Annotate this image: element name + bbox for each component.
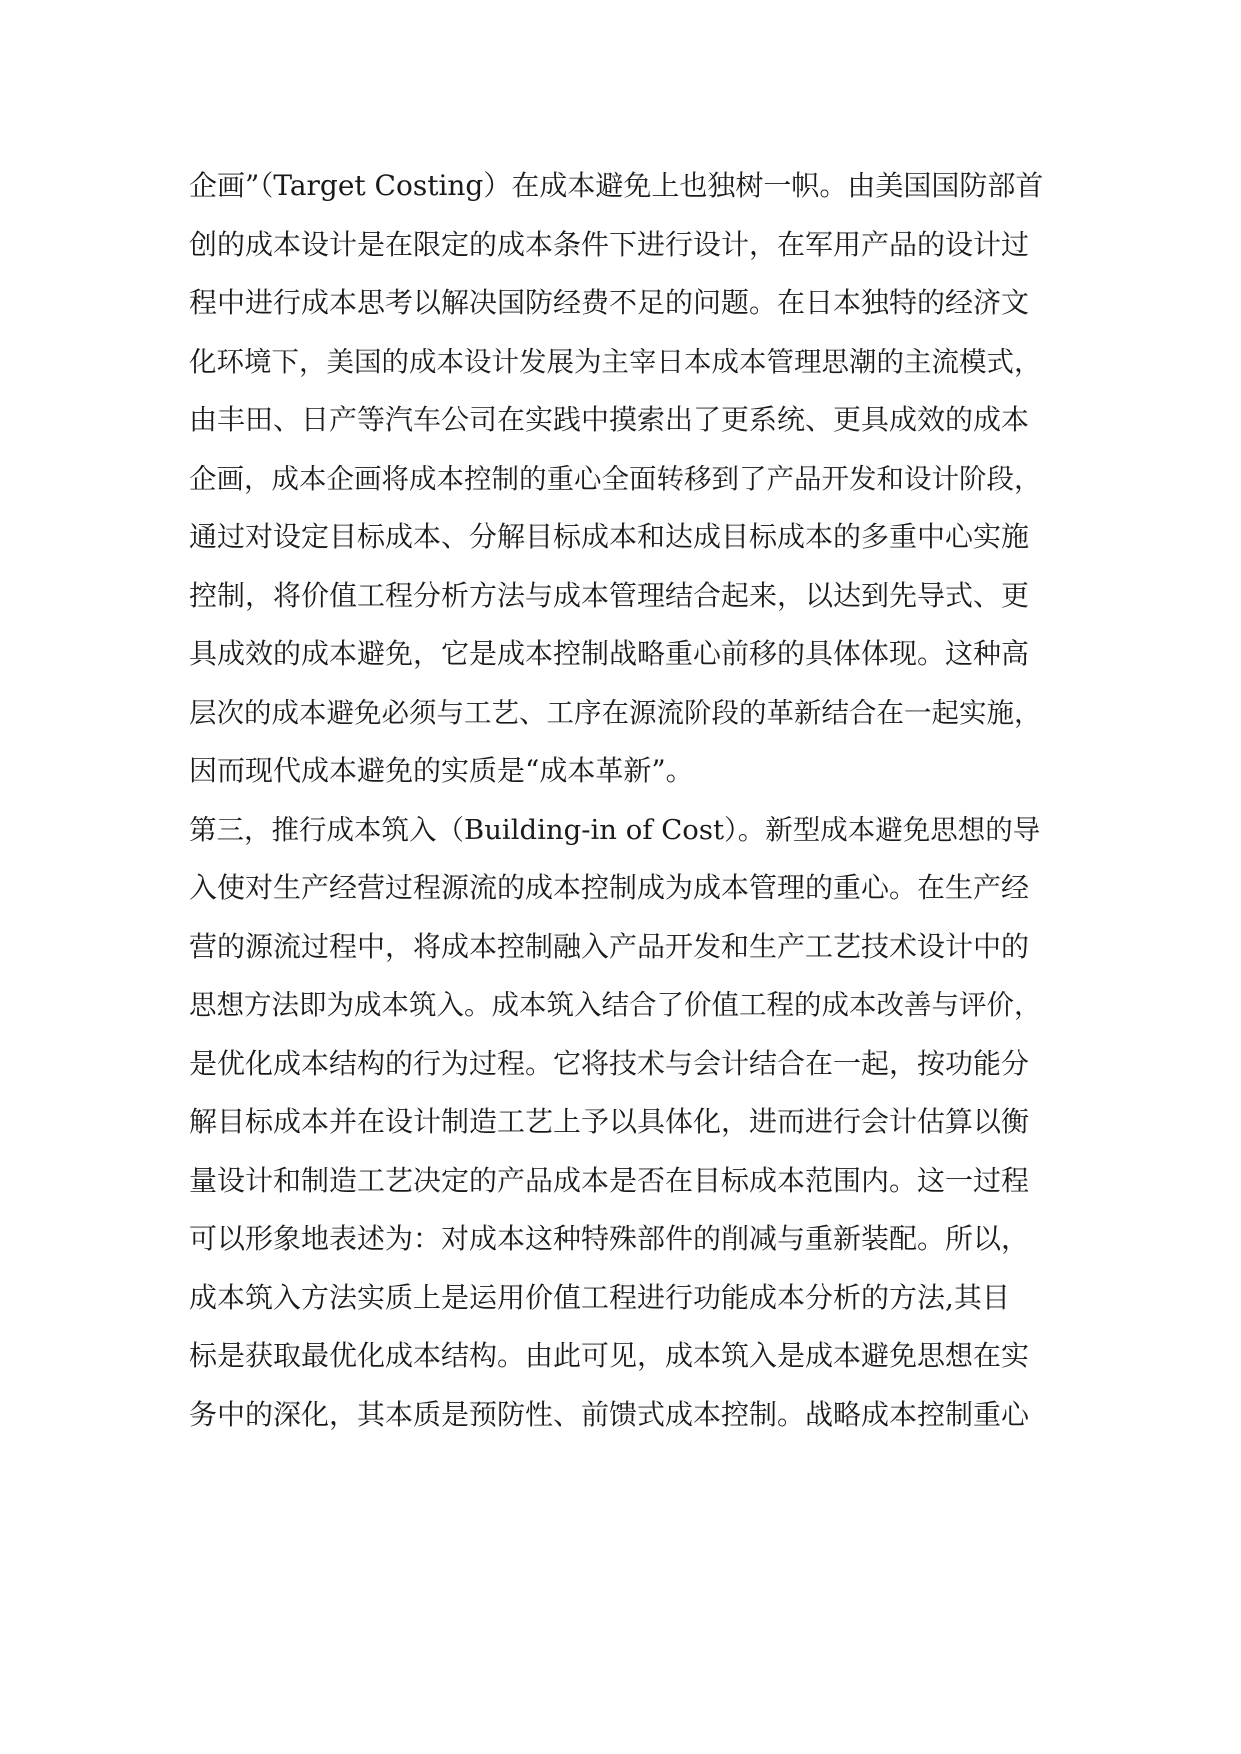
text-line	[189, 1269, 1049, 1328]
text-line	[189, 1035, 1049, 1094]
text-line	[189, 216, 1049, 275]
line-text: 化环境下，美国的成本设计发展为主宰日本成本管理思潮的主流模式，	[189, 345, 1042, 378]
line-text: 思想方法即为成本筑入。成本筑入结合了价值工程的成本改善与评价，	[189, 989, 1042, 1021]
line-text: 可以形象地表述为：对成本这种特殊部件的削减与重新装配。所以，	[189, 1222, 1030, 1255]
text-line	[189, 1327, 1049, 1386]
text-line	[189, 1152, 1049, 1211]
paragraph-target-costing	[189, 157, 1049, 801]
text-line	[189, 274, 1049, 333]
line-text: 第三，推行成本筑入（Building-in of Cost）。新型成本避免思想的导	[189, 813, 1041, 846]
line-text: 控制，将价值工程分析方法与成本管理结合起来，以达到先导式、更	[189, 578, 1030, 612]
line-text: 标是获取最优化成本结构。由此可见，成本筑入是成本避免思想在实	[189, 1339, 1030, 1372]
text-line	[189, 625, 1049, 684]
line-text: 因而现代成本避免的实质是“成本革新”。	[189, 754, 694, 787]
text-line	[189, 801, 1049, 860]
line-text: 量设计和制造工艺决定的产品成本是否在目标成本范围内。这一过程	[189, 1163, 1030, 1197]
text-line	[189, 333, 1049, 392]
text-line	[189, 859, 1049, 918]
line-text: 成本筑入方法实质上是运用价值工程进行功能成本分析的方法,其目	[189, 1280, 1010, 1314]
line-text: 是优化成本结构的行为过程。它将技术与会计结合在一起，按功能分	[189, 1046, 1030, 1080]
line-text: 务中的深化，其本质是预防性、前馈式成本控制。战略成本控制重心	[189, 1397, 1030, 1431]
text-line	[189, 742, 1049, 801]
paragraph-building-in-cost	[189, 801, 1049, 1445]
line-text: 层次的成本避免必须与工艺、工序在源流阶段的革新结合在一起实施，	[189, 696, 1042, 729]
text-line	[189, 391, 1049, 450]
line-text: 创的成本设计是在限定的成本条件下进行设计，在军用产品的设计过	[189, 227, 1030, 261]
text-line	[189, 508, 1049, 567]
line-text: 营的源流过程中，将成本控制融入产品开发和生产工艺技术设计中的	[189, 929, 1030, 963]
line-text: 具成效的成本避免，它是成本控制战略重心前移的具体体现。这种高	[189, 637, 1030, 670]
text-line	[189, 1093, 1049, 1152]
line-text: 企画”（Target Costing）在成本避免上也独树一帜。由美国国防部首	[189, 169, 1044, 202]
text-line	[189, 157, 1049, 216]
line-text: 通过对设定目标成本、分解目标成本和达成目标成本的多重中心实施	[189, 520, 1030, 553]
text-line	[189, 918, 1049, 977]
text-line	[189, 1386, 1049, 1445]
text-line	[189, 450, 1049, 509]
body-text	[189, 157, 1049, 1444]
line-text: 解目标成本并在设计制造工艺上予以具体化，进而进行会计估算以衡	[189, 1105, 1030, 1138]
line-text: 由丰田、日产等汽车公司在实践中摸索出了更系统、更具成效的成本	[189, 403, 1030, 436]
text-line	[189, 976, 1049, 1035]
line-text: 企画，成本企画将成本控制的重心全面转移到了产品开发和设计阶段，	[189, 462, 1042, 495]
line-text: 入使对生产经营过程源流的成本控制成为成本管理的重心。在生产经	[189, 871, 1030, 904]
text-line	[189, 684, 1049, 743]
text-line	[189, 567, 1049, 626]
line-text: 程中进行成本思考以解决国防经费不足的问题。在日本独特的经济文	[189, 286, 1030, 319]
text-line	[189, 1210, 1049, 1269]
